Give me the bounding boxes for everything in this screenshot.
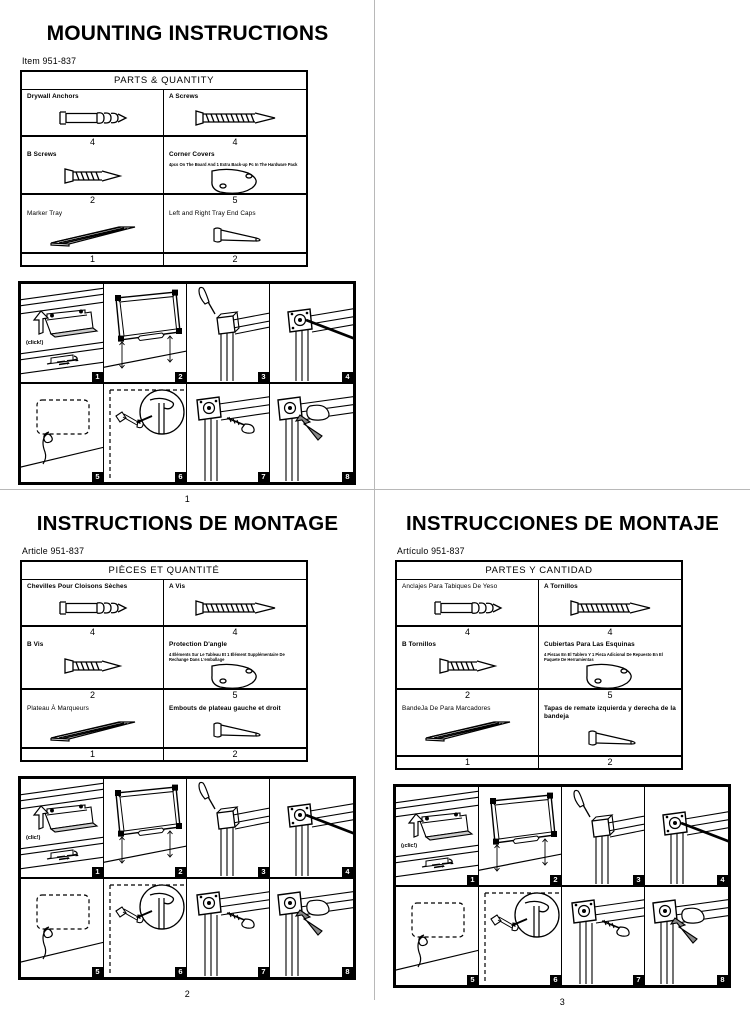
quantity-value: 2: [22, 690, 164, 701]
corner-cover-illustration: [207, 660, 265, 690]
part-illustration: [169, 101, 302, 135]
diagram-step-4: [270, 779, 353, 877]
part-note: 4 Piezas En El Tablero Y 1 Pieza Adicional De Repuesto En El Paquete De Herramientas: [544, 651, 663, 663]
parts-table-header: PARTS & QUANTITY: [22, 72, 306, 90]
step-4-illustration: [270, 284, 353, 381]
part-cell-left: [22, 148, 164, 193]
part-cell-right: [539, 702, 681, 755]
part-label: Embouts de plateau gauche et droit: [169, 704, 281, 712]
item-number-line: Item 951-837: [22, 56, 77, 66]
parts-table-row: [397, 580, 681, 626]
diagram-step-5: [396, 887, 479, 985]
part-illustration: [27, 101, 159, 135]
click-caption: (¡clic!): [401, 843, 417, 850]
diagram-step-3: [187, 779, 270, 877]
part-label: B Screws: [27, 151, 57, 159]
corner-cover-illustration: [207, 165, 265, 195]
step-2-illustration: [104, 284, 187, 381]
part-cell-left: [22, 90, 164, 135]
parts-table-row: [22, 90, 306, 136]
diagram-step-3: [187, 284, 270, 382]
diagram-step-8: [645, 887, 728, 985]
step-number-badge: 8: [717, 975, 728, 985]
step-number-badge: 1: [92, 867, 103, 877]
quantity-value: 4: [22, 627, 164, 638]
part-cell-left: [22, 580, 164, 625]
step-number-badge: 7: [258, 472, 269, 482]
parts-table-row: [22, 702, 306, 748]
step-number-badge: 8: [342, 472, 353, 482]
part-note: 4pcs On The Board And 1 Extra Back-up Pc In The Hardware Pack: [169, 161, 298, 167]
page-number: 2: [184, 989, 191, 1000]
part-illustration: [402, 713, 534, 747]
part-label: A Vis: [169, 583, 186, 590]
diagram-row-top: [396, 787, 728, 887]
part-illustration: [169, 218, 302, 252]
diagram-step-8: [270, 879, 353, 977]
panel-french: [0, 490, 375, 1000]
quantity-value: 5: [232, 195, 238, 206]
quantity-value: 4: [22, 137, 164, 148]
step-5-illustration: [396, 887, 479, 984]
parts-quantity-row: [22, 194, 306, 206]
diagram-row-bottom: [21, 879, 353, 977]
step-number-badge: 3: [258, 867, 269, 877]
item-number-line: Article 951-837: [22, 546, 85, 556]
quantity-value: 5: [607, 690, 613, 701]
step-number-badge: 2: [175, 372, 186, 382]
part-illustration: [544, 721, 677, 755]
click-caption: (clic!): [26, 835, 41, 842]
parts-table-row: [22, 207, 306, 253]
part-illustration: [402, 649, 534, 683]
part-cell-right: [164, 638, 306, 688]
step-4-illustration: [645, 787, 728, 884]
part-label: Drywall Anchors: [27, 93, 79, 100]
panel-english: [0, 0, 375, 505]
part-illustration: [169, 713, 302, 747]
step-number-badge: 7: [258, 967, 269, 977]
parts-quantity-row: [397, 689, 681, 701]
corner-cover-illustration: [582, 660, 640, 690]
diagram-row-bottom: [21, 384, 353, 482]
parts-table-row: [22, 580, 306, 626]
part-label: Cubiertas Para Las Esquinas: [544, 641, 635, 649]
diagram-step-5: [21, 879, 104, 977]
part-illustration: [27, 591, 159, 625]
part-label: Plateau À Marqueurs: [27, 704, 89, 712]
quantity-value: 2: [22, 195, 164, 206]
quantity-value: 2: [397, 690, 539, 701]
b-screw-illustration: [62, 165, 124, 187]
part-label: A Tornillos: [544, 583, 578, 590]
part-label: Left and Right Tray End Caps: [169, 209, 256, 217]
part-cell-right: [164, 207, 306, 252]
parts-table-row: [397, 702, 681, 756]
step-1-illustration: [396, 787, 479, 884]
tray-end-cap-illustration: [208, 719, 264, 741]
step-6-illustration: [104, 879, 187, 976]
diagram-step-7: [562, 887, 645, 985]
diagram-step-2: [104, 779, 187, 877]
diagram-step-1: [21, 779, 104, 877]
quantity-value: 4: [232, 137, 238, 147]
page-title: INSTRUCTIONS DE MONTAGE: [36, 512, 339, 535]
part-cell-left: [22, 638, 164, 688]
a-screw-illustration: [193, 597, 279, 619]
marker-tray-illustration: [47, 718, 139, 742]
part-illustration: [27, 713, 159, 747]
step-number-badge: 6: [175, 472, 186, 482]
diagram-step-1: [21, 284, 104, 382]
step-number-badge: 4: [717, 875, 728, 885]
part-illustration: [169, 662, 302, 688]
step-1-illustration: [21, 284, 104, 381]
step-number-badge: 8: [342, 967, 353, 977]
parts-table-row: [22, 148, 306, 194]
parts-table-header: PARTES Y CANTIDAD: [397, 562, 681, 580]
part-cell-right: [164, 148, 306, 193]
quantity-value: 1: [397, 757, 539, 768]
diagram-step-3: [562, 787, 645, 885]
part-illustration: [27, 649, 159, 683]
step-8-illustration: [270, 879, 353, 976]
step-3-illustration: [187, 779, 270, 876]
step-2-illustration: [479, 787, 562, 884]
part-label: B Vis: [27, 641, 44, 649]
step-number-badge: 1: [467, 875, 478, 885]
diagram-row-bottom: [396, 887, 728, 985]
step-8-illustration: [645, 887, 728, 984]
part-illustration: [169, 591, 302, 625]
part-illustration: [544, 591, 677, 625]
step-number-badge: 4: [342, 372, 353, 382]
quantity-value: 2: [232, 748, 238, 759]
part-cell-left: [22, 702, 164, 747]
diagram-step-6: [104, 384, 187, 482]
parts-quantity-table: [20, 70, 308, 267]
step-6-illustration: [479, 887, 562, 984]
part-cell-right: [164, 90, 306, 135]
item-number-line: Artículo 951-837: [397, 546, 465, 556]
step-number-badge: 2: [550, 875, 561, 885]
step-number-badge: 3: [633, 875, 644, 885]
assembly-diagram: [18, 281, 356, 485]
diagram-step-6: [104, 879, 187, 977]
part-cell-right: [539, 580, 681, 625]
quantity-value: 4: [607, 627, 613, 637]
drywall-anchor-illustration: [57, 597, 129, 619]
part-illustration: [402, 591, 534, 625]
quantity-value: 4: [232, 627, 238, 637]
quantity-value: 2: [232, 253, 238, 264]
step-6-illustration: [104, 384, 187, 481]
drywall-anchor-illustration: [432, 597, 504, 619]
part-label: BandeJa De Para Marcadores: [402, 704, 491, 712]
part-cell-right: [539, 638, 681, 688]
page-number: 3: [559, 997, 566, 1008]
step-number-badge: 5: [92, 472, 103, 482]
quantity-value: 1: [22, 749, 164, 760]
marker-tray-illustration: [422, 718, 514, 742]
part-cell-left: [397, 702, 539, 755]
step-5-illustration: [21, 879, 104, 976]
parts-quantity-row: [397, 756, 681, 768]
diagram-row-top: [21, 284, 353, 384]
step-number-badge: 2: [175, 867, 186, 877]
diagram-step-6: [479, 887, 562, 985]
step-number-badge: 7: [633, 975, 644, 985]
part-illustration: [27, 218, 159, 252]
step-3-illustration: [562, 787, 645, 884]
step-5-illustration: [21, 384, 104, 481]
quantity-value: 1: [22, 254, 164, 265]
step-3-illustration: [187, 284, 270, 381]
step-number-badge: 5: [92, 967, 103, 977]
assembly-diagram: [18, 776, 356, 980]
part-label: A Screws: [169, 93, 199, 100]
part-label: Marker Tray: [27, 209, 63, 217]
part-cell-right: [164, 580, 306, 625]
parts-quantity-row: [22, 748, 306, 760]
parts-table-row: [22, 638, 306, 689]
assembly-diagram: [393, 784, 731, 988]
step-number-badge: 1: [92, 372, 103, 382]
part-cell-right: [164, 702, 306, 747]
quantity-value: 2: [607, 756, 613, 767]
quantity-value: 5: [232, 690, 238, 701]
tray-end-cap-illustration: [208, 224, 264, 246]
diagram-step-8: [270, 384, 353, 482]
parts-quantity-table: [395, 560, 683, 770]
parts-quantity-row: [22, 689, 306, 701]
panel-spanish: [375, 490, 750, 1008]
drywall-anchor-illustration: [57, 107, 129, 129]
page-number: 1: [184, 494, 191, 505]
part-note: 4 Éléments Sur Le Tableau Et 1 Élément Supplémentaire De Rechange Dans L'emballage: [169, 651, 285, 663]
part-illustration: [169, 167, 302, 193]
part-cell-left: [22, 207, 164, 252]
step-number-badge: 6: [550, 975, 561, 985]
step-1-illustration: [21, 779, 104, 876]
part-illustration: [544, 662, 677, 688]
parts-quantity-row: [22, 136, 306, 148]
diagram-row-top: [21, 779, 353, 879]
step-4-illustration: [270, 779, 353, 876]
parts-table-row: [397, 638, 681, 689]
panel-blank: [375, 0, 750, 489]
a-screw-illustration: [193, 107, 279, 129]
step-number-badge: 6: [175, 967, 186, 977]
part-cell-left: [397, 580, 539, 625]
step-7-illustration: [187, 384, 270, 481]
part-illustration: [27, 159, 159, 193]
parts-quantity-row: [22, 626, 306, 638]
diagram-step-2: [104, 284, 187, 382]
part-label: Chevilles Pour Cloisons Sèches: [27, 583, 128, 590]
parts-quantity-table: [20, 560, 308, 762]
b-screw-illustration: [437, 655, 499, 677]
diagram-step-4: [270, 284, 353, 382]
diagram-step-1: [396, 787, 479, 885]
parts-table-header: PIÈCES ET QUANTITÉ: [22, 562, 306, 580]
diagram-step-7: [187, 879, 270, 977]
step-2-illustration: [104, 779, 187, 876]
step-7-illustration: [562, 887, 645, 984]
part-label: Anclajes Para Tabiques De Yeso: [402, 583, 498, 590]
marker-tray-illustration: [47, 223, 139, 247]
part-label: B Tornillos: [402, 641, 436, 649]
page-title: INSTRUCCIONES DE MONTAJE: [405, 512, 720, 535]
parts-quantity-row: [397, 626, 681, 638]
part-label: Corner Covers: [169, 151, 215, 159]
a-screw-illustration: [568, 597, 654, 619]
part-label: Protection D'angle: [169, 641, 228, 649]
part-cell-left: [397, 638, 539, 688]
click-caption: (click!): [26, 340, 44, 347]
part-label: Tapas de remate izquierda y derecha de la bandeja: [544, 704, 676, 720]
parts-quantity-row: [22, 253, 306, 265]
step-number-badge: 5: [467, 975, 478, 985]
diagram-step-5: [21, 384, 104, 482]
tray-end-cap-illustration: [583, 727, 639, 749]
quantity-value: 4: [397, 627, 539, 638]
diagram-step-4: [645, 787, 728, 885]
diagram-step-7: [187, 384, 270, 482]
step-number-badge: 4: [342, 867, 353, 877]
step-number-badge: 3: [258, 372, 269, 382]
diagram-step-2: [479, 787, 562, 885]
b-screw-illustration: [62, 655, 124, 677]
page-title: MOUNTING INSTRUCTIONS: [46, 22, 329, 45]
step-7-illustration: [187, 879, 270, 976]
step-8-illustration: [270, 384, 353, 481]
